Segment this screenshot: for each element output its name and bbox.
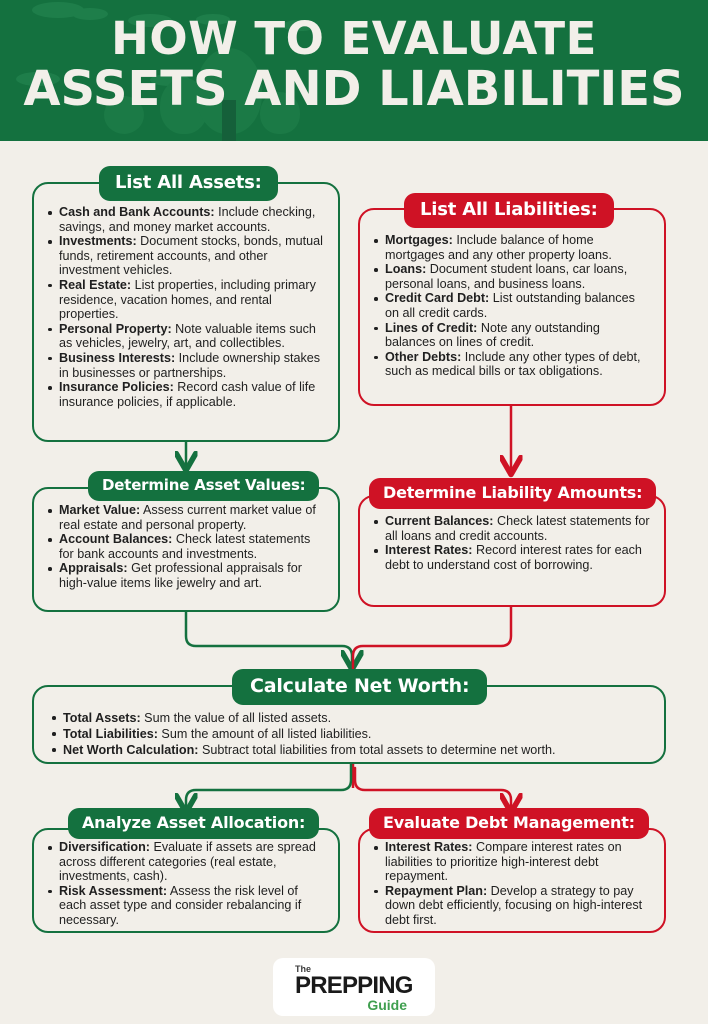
item-text: Document student loans, car loans, personal loans, and business loans.	[385, 262, 628, 291]
item-text: Document stocks, bonds, mutual funds, retirement accounts, and other investment vehicles.	[59, 234, 323, 278]
logo-the: The	[295, 964, 312, 974]
title-line-1: HOW TO EVALUATE	[111, 12, 597, 65]
item-text: Assess current market value of real estate and personal property.	[59, 503, 316, 532]
badge-label: List All Liabilities:	[420, 199, 598, 220]
item-term: Loans:	[385, 262, 427, 277]
item-term: Lines of Credit:	[385, 320, 478, 335]
badge-analyze-asset-allocation	[68, 808, 319, 839]
badge-list-all-liabilities	[404, 193, 614, 228]
item-text: Note valuable items such as vehicles, jewelry, art, and collectibles.	[59, 321, 316, 351]
item-term: Interest Rates:	[385, 840, 473, 854]
item-term: Real Estate:	[59, 277, 132, 292]
title-line-2: ASSETS AND LIABILITIES	[23, 61, 685, 117]
item-text: Include checking, savings, and money market accounts.	[59, 205, 316, 234]
item-term: Net Worth Calculation:	[63, 743, 199, 757]
item-term: Total Liabilities:	[63, 727, 158, 741]
item-text: Sum the value of all listed assets.	[140, 711, 332, 725]
item-text: Record cash value of life insurance policies, if applicable.	[59, 380, 316, 409]
item-text: Evaluate if assets are spread across different categories (real estate, investments, cash).	[59, 840, 316, 884]
item-term: Business Interests:	[59, 350, 176, 365]
item-text: Compare interest rates on liabilities to prioritize high-interest debt repayment.	[385, 840, 622, 884]
badge-label: Analyze Asset Allocation:	[82, 813, 306, 832]
badge-determine-asset-values	[88, 471, 319, 501]
item-term: Market Value:	[59, 503, 141, 517]
item-term: Personal Property:	[59, 321, 172, 336]
badge-calculate-net-worth	[232, 669, 487, 705]
badge-label: Determine Liability Amounts:	[383, 483, 643, 502]
item-text: Sum the amount of all listed liabilities.	[157, 727, 372, 741]
item-text: Subtract total liabilities from total assets to determine net worth.	[198, 743, 556, 757]
item-text: List outstanding balances on all credit cards.	[385, 291, 635, 320]
item-text: Check latest statements for all loans and credit accounts.	[385, 514, 650, 543]
item-text: Note any outstanding balances on lines of credit.	[385, 320, 600, 350]
item-text: List properties, including primary residence, vacation homes, and rental properties.	[59, 277, 316, 322]
item-text: Include ownership stakes in businesses or partnerships.	[59, 350, 321, 380]
badge-list-all-assets	[99, 166, 278, 201]
logo-main: PREPPING	[295, 972, 413, 999]
item-term: Cash and Bank Accounts:	[59, 205, 215, 219]
item-term: Repayment Plan:	[385, 883, 488, 898]
item-term: Other Debts:	[385, 349, 462, 364]
item-term: Risk Assessment:	[59, 883, 168, 898]
item-text: Get professional appraisals for high-value items like jewelry and art.	[59, 561, 302, 590]
badge-evaluate-debt-management	[369, 808, 649, 839]
badge-label: Evaluate Debt Management:	[383, 813, 635, 832]
logo-guide: Guide	[367, 997, 407, 1013]
badge-label: Calculate Net Worth:	[250, 675, 470, 697]
page-title	[0, 0, 708, 117]
item-term: Investments:	[59, 234, 137, 249]
item-text: Assess the risk level of each asset type and consider rebalancing if necessary.	[59, 883, 302, 927]
badge-label: List All Assets:	[115, 172, 262, 193]
item-term: Interest Rates:	[385, 543, 473, 558]
item-term: Total Assets:	[63, 711, 141, 725]
item-text: Check latest statements for bank accounts and investments.	[59, 532, 311, 561]
item-term: Credit Card Debt:	[385, 291, 490, 306]
item-text: Include balance of home mortgages and any other property loans.	[385, 233, 612, 262]
item-term: Mortgages:	[385, 233, 453, 247]
item-text: Develop a strategy to pay down debt efficiently, focusing on high-interest debt first.	[385, 883, 643, 927]
item-text: Record interest rates for each debt to understand cost of borrowing.	[385, 543, 642, 572]
item-term: Account Balances:	[59, 532, 173, 547]
item-text: Include any other types of debt, such as medical bills or tax obligations.	[385, 349, 641, 379]
item-term: Appraisals:	[59, 561, 128, 576]
badge-determine-liability-amounts	[369, 478, 656, 509]
item-term: Insurance Policies:	[59, 380, 174, 395]
badge-label: Determine Asset Values:	[102, 476, 306, 494]
item-term: Current Balances:	[385, 514, 494, 528]
item-term: Diversification:	[59, 840, 150, 854]
